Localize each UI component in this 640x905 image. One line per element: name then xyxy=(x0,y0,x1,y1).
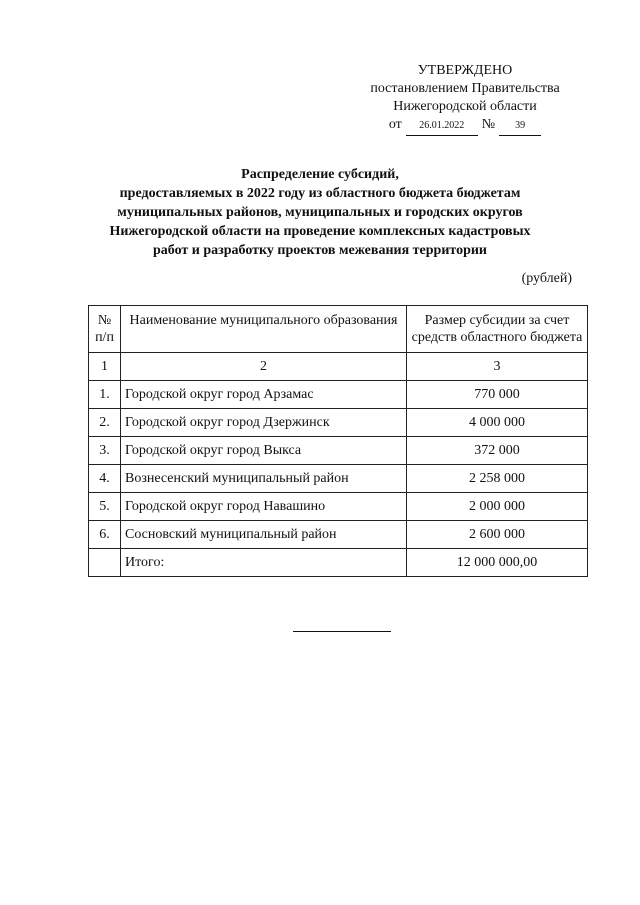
header-subsidy-amount: Размер субсидии за счет средств областного бюджета xyxy=(407,306,588,353)
row-number: 1. xyxy=(89,381,121,409)
approval-line-1: постановлением Правительства xyxy=(370,81,560,96)
table-row xyxy=(89,493,588,521)
approval-heading: УТВЕРЖДЕНО xyxy=(417,63,513,78)
row-municipality: Вознесенский муниципальный район xyxy=(121,465,407,493)
approval-number: 39 xyxy=(499,117,541,136)
column-index-row xyxy=(89,353,588,381)
row-municipality: Городской округ город Навашино xyxy=(121,493,407,521)
title-line: работ и разработку проектов межевания территории xyxy=(152,243,487,258)
row-amount: 4 000 000 xyxy=(407,409,588,437)
row-amount: 372 000 xyxy=(407,437,588,465)
table-row xyxy=(89,465,588,493)
date-prefix: от xyxy=(388,117,402,132)
table-row xyxy=(89,521,588,549)
row-number: 5. xyxy=(89,493,121,521)
table-row xyxy=(89,381,588,409)
table-row xyxy=(89,437,588,465)
index-cell: 2 xyxy=(121,353,407,381)
currency-unit: (рублей) xyxy=(521,271,572,286)
total-amount: 12 000 000,00 xyxy=(407,549,588,577)
end-divider xyxy=(293,631,391,632)
total-row xyxy=(89,549,588,577)
subsidy-table xyxy=(88,305,588,577)
title-line: Распределение субсидий, xyxy=(241,167,399,182)
total-label: Итого: xyxy=(121,549,407,577)
approval-date-line xyxy=(350,116,580,136)
row-number: 6. xyxy=(89,521,121,549)
table-row xyxy=(89,409,588,437)
row-amount: 2 600 000 xyxy=(407,521,588,549)
number-sign: № xyxy=(481,117,496,132)
row-number: 2. xyxy=(89,409,121,437)
row-number: 4. xyxy=(89,465,121,493)
row-amount: 770 000 xyxy=(407,381,588,409)
document-title xyxy=(80,165,560,260)
row-municipality: Городской округ город Выкса xyxy=(121,437,407,465)
row-amount: 2 258 000 xyxy=(407,465,588,493)
table-header-row xyxy=(89,306,588,353)
title-line: предоставляемых в 2022 году из областного бюджета бюджетам xyxy=(119,186,521,201)
row-amount: 2 000 000 xyxy=(407,493,588,521)
row-municipality: Городской округ город Арзамас xyxy=(121,381,407,409)
index-cell: 1 xyxy=(89,353,121,381)
total-number xyxy=(89,549,121,577)
title-line: Нижегородской области на проведение комплексных кадастровых xyxy=(109,224,531,239)
index-cell: 3 xyxy=(407,353,588,381)
row-municipality: Городской округ город Дзержинск xyxy=(121,409,407,437)
row-municipality: Сосновский муниципальный район xyxy=(121,521,407,549)
approval-block xyxy=(350,62,580,136)
header-number: № п/п xyxy=(89,306,121,353)
approval-date: 26.01.2022 xyxy=(406,117,478,136)
row-number: 3. xyxy=(89,437,121,465)
title-line: муниципальных районов, муниципальных и городских округов xyxy=(117,205,523,220)
approval-line-2: Нижегородской области xyxy=(393,99,537,114)
header-municipality: Наименование муниципального образования xyxy=(121,306,407,353)
